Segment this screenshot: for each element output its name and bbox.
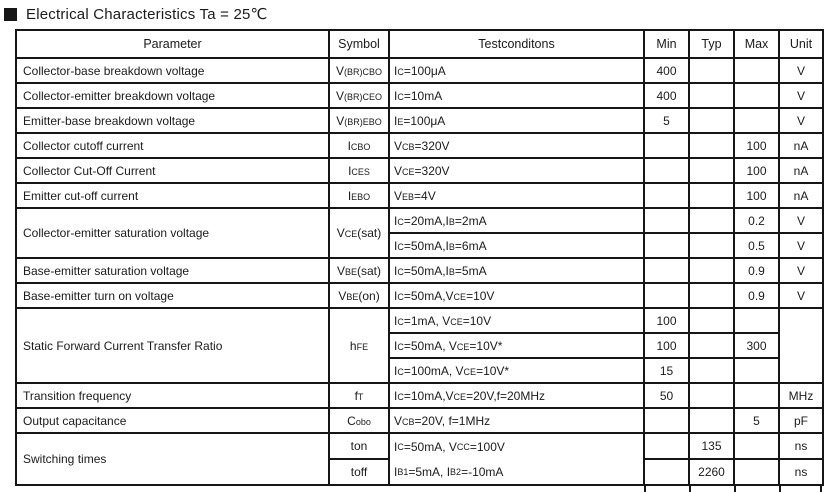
unit-cell: pF [779,408,823,433]
max-cell: 5 [734,408,779,433]
col-header-unit: Unit [779,30,823,58]
typ-cell: 135 [689,433,734,459]
typ-cell [689,83,734,108]
symbol-cell: hFE [329,308,389,383]
typ-cell [689,58,734,83]
min-cell: 15 [644,358,689,383]
header-row [16,30,823,58]
col-header-typ: Typ [689,30,734,58]
cond-cell: IC=10mA,VCE=20V,f=20MHz [389,383,644,408]
table-row [16,408,823,433]
table-row [16,383,823,408]
typ-cell [689,308,734,333]
symbol-cell: IEBO [329,183,389,208]
typ-cell [689,158,734,183]
cond-cell: IC=50mA,VCE=10V [389,283,644,308]
symbol-cell: Cobo [329,408,389,433]
symbol-cell: toff [329,459,389,485]
cond-cell: IC=50mA,IB=6mA [389,233,644,258]
max-cell [734,433,779,459]
cond-cell [389,433,644,485]
min-cell: 100 [644,308,689,333]
max-cell [734,58,779,83]
table-row [16,58,823,83]
table-row [16,258,823,283]
typ-cell: 2260 [689,459,734,485]
col-header-min: Min [644,30,689,58]
section-title: Electrical Characteristics Ta = 25℃ [26,6,268,23]
cond-cell: IC=100μA [389,58,644,83]
table-row [16,308,823,333]
typ-cell [689,408,734,433]
param-cell: Emitter cut-off current [16,183,329,208]
symbol-cell: V(BR)CEO [329,83,389,108]
param-cell: Output capacitance [16,408,329,433]
max-cell: 0.9 [734,283,779,308]
table-row [16,158,823,183]
param-cell: Emitter-base breakdown voltage [16,108,329,133]
table-continuation-stub [820,484,822,492]
cond-cell: IC=20mA,IB=2mA [389,208,644,233]
table-row [16,83,823,108]
min-cell [644,283,689,308]
min-cell: 100 [644,333,689,358]
typ-cell [689,208,734,233]
max-cell: 100 [734,183,779,208]
unit-cell: V [779,258,823,283]
unit-cell: V [779,283,823,308]
cond-cell: VCB=20V, f=1MHz [389,408,644,433]
symbol-cell: fT [329,383,389,408]
max-cell: 100 [734,133,779,158]
min-cell [644,133,689,158]
unit-cell: MHz [779,383,823,408]
unit-cell: nA [779,158,823,183]
typ-cell [689,383,734,408]
unit-cell [779,308,823,383]
max-cell [734,459,779,485]
table-row [16,133,823,158]
param-cell: Collector cutoff current [16,133,329,158]
cond-cell: IE=100μA [389,108,644,133]
cond-cell: VCB=320V [389,133,644,158]
symbol-cell: ICES [329,158,389,183]
cond-cell: VCE=320V [389,158,644,183]
unit-cell: V [779,208,823,233]
table-row [16,433,823,459]
max-cell [734,308,779,333]
max-cell: 300 [734,333,779,358]
table-continuation-stub [779,484,781,492]
symbol-cell: V(BR)CBO [329,58,389,83]
unit-cell: V [779,58,823,83]
unit-cell: ns [779,459,823,485]
min-cell [644,233,689,258]
max-cell: 100 [734,158,779,183]
unit-cell: V [779,233,823,258]
table-continuation-stub [644,484,646,492]
max-cell [734,83,779,108]
typ-cell [689,108,734,133]
max-cell [734,108,779,133]
param-cell: Collector-emitter saturation voltage [16,208,329,258]
min-cell [644,258,689,283]
table-row [16,183,823,208]
unit-cell: ns [779,433,823,459]
symbol-cell: ICBO [329,133,389,158]
symbol-cell: VCE(sat) [329,208,389,258]
electrical-characteristics-table [15,29,824,486]
typ-cell [689,333,734,358]
table-row [16,208,823,233]
min-cell: 50 [644,383,689,408]
min-cell: 400 [644,83,689,108]
typ-cell [689,283,734,308]
param-cell: Base-emitter turn on voltage [16,283,329,308]
typ-cell [689,133,734,158]
symbol-cell: VBE(on) [329,283,389,308]
symbol-cell: VBE(sat) [329,258,389,283]
col-header-parameter: Parameter [16,30,329,58]
typ-cell [689,233,734,258]
cond-cell: IC=100mA, VCE=10V* [389,358,644,383]
max-cell: 0.9 [734,258,779,283]
typ-cell [689,183,734,208]
unit-cell: V [779,83,823,108]
col-header-conditions: Testconditons [389,30,644,58]
table-continuation-stub [734,484,736,492]
min-cell [644,408,689,433]
symbol-cell: V(BR)EBO [329,108,389,133]
min-cell: 400 [644,58,689,83]
typ-cell [689,358,734,383]
unit-cell: nA [779,183,823,208]
cond-stack [394,434,641,484]
max-cell: 0.5 [734,233,779,258]
section-title-bar [4,5,268,23]
cond-cell: IC=1mA, VCE=10V [389,308,644,333]
min-cell [644,208,689,233]
section-marker-icon [4,8,17,21]
symbol-cell: ton [329,433,389,459]
col-header-symbol: Symbol [329,30,389,58]
param-cell: Base-emitter saturation voltage [16,258,329,283]
cond-cell: IC=50mA, VCE=10V* [389,333,644,358]
unit-cell: V [779,108,823,133]
param-cell: Collector Cut-Off Current [16,158,329,183]
max-cell [734,358,779,383]
param-cell: Transition frequency [16,383,329,408]
min-cell: 5 [644,108,689,133]
min-cell [644,158,689,183]
min-cell [644,183,689,208]
table-row [16,283,823,308]
param-cell: Static Forward Current Transfer Ratio [16,308,329,383]
typ-cell [689,258,734,283]
max-cell [734,383,779,408]
table-continuation-stub [689,484,691,492]
max-cell: 0.2 [734,208,779,233]
min-cell [644,433,689,459]
col-header-max: Max [734,30,779,58]
param-cell: Collector-base breakdown voltage [16,58,329,83]
cond-cell: IC=50mA,IB=5mA [389,258,644,283]
unit-cell: nA [779,133,823,158]
cond-cell: IC=10mA [389,83,644,108]
param-cell: Switching times [16,433,329,485]
param-cell: Collector-emitter breakdown voltage [16,83,329,108]
table-row [16,108,823,133]
min-cell [644,459,689,485]
cond-line: I B1 =5mA, I B2 =-10mA [394,464,504,479]
cond-cell: VEB=4V [389,183,644,208]
cond-line: I C =50mA, V CC =100V [394,439,505,454]
